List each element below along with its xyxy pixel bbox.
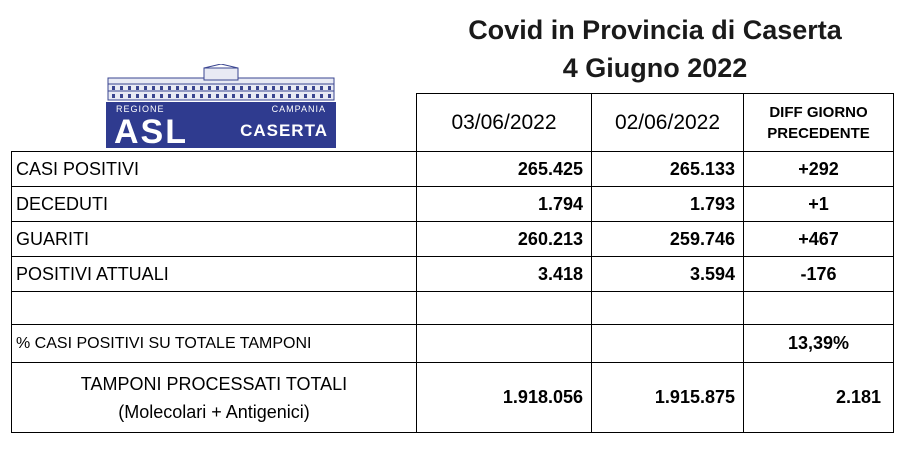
- cell-value: 3.594: [592, 257, 744, 292]
- cell-diff: +292: [744, 152, 894, 187]
- header-empty-cell: [12, 94, 417, 152]
- diff-header-line2: PRECEDENTE: [767, 124, 870, 142]
- page-title: Covid in Provincia di Caserta: [468, 15, 842, 45]
- cell-diff: 2.181: [744, 363, 894, 433]
- cell-diff: +1: [744, 187, 894, 222]
- logo-regione-text: REGIONE: [116, 104, 165, 114]
- diff-header-line1: DIFF GIORNO: [769, 103, 868, 121]
- column-header-diff: [744, 94, 894, 152]
- row-label-deceduti: DECEDUTI: [12, 187, 417, 222]
- cell-value: 1.794: [417, 187, 592, 222]
- empty-cell: [417, 292, 592, 325]
- table-row: [12, 257, 894, 292]
- logo-caserta-text: CASERTA: [240, 121, 328, 140]
- cell-value: 260.213: [417, 222, 592, 257]
- covid-data-table: [11, 93, 894, 433]
- column-header-date1: 03/06/2022: [417, 94, 592, 152]
- cell-value: 1.918.056: [417, 363, 592, 433]
- cell-diff: +467: [744, 222, 894, 257]
- cell-value: 265.133: [592, 152, 744, 187]
- empty-cell: [12, 292, 417, 325]
- tamponi-label-line2: (Molecolari + Antigenici): [118, 401, 310, 422]
- logo-asl-text: ASL: [114, 113, 188, 148]
- table-row: [12, 152, 894, 187]
- cell-value: 3.418: [417, 257, 592, 292]
- row-label-percent-positivi: % CASI POSITIVI SU TOTALE TAMPONI: [12, 325, 417, 363]
- row-label-tamponi: [12, 363, 417, 433]
- cell-value: 1.915.875: [592, 363, 744, 433]
- empty-row: [12, 292, 894, 325]
- cell-diff-percent: 13,39%: [744, 325, 894, 363]
- table-header-row: [12, 94, 894, 152]
- page-date: 4 Giugno 2022: [562, 53, 748, 83]
- row-label-positivi-attuali: POSITIVI ATTUALI: [12, 257, 417, 292]
- empty-cell: [592, 292, 744, 325]
- table-row: [12, 222, 894, 257]
- row-label-casi-positivi: CASI POSITIVI: [12, 152, 417, 187]
- table-row: [12, 187, 894, 222]
- tamponi-label-line1: TAMPONI PROCESSATI TOTALI: [80, 373, 348, 394]
- cell-value: 1.793: [592, 187, 744, 222]
- empty-cell: [744, 292, 894, 325]
- row-label-guariti: GUARITI: [12, 222, 417, 257]
- table-row: [12, 363, 894, 433]
- empty-cell: [592, 325, 744, 363]
- logo-campania-text: CAMPANIA: [271, 104, 326, 114]
- table-row: [12, 325, 894, 363]
- column-header-date2: 02/06/2022: [592, 94, 744, 152]
- cell-value: 259.746: [592, 222, 744, 257]
- empty-cell: [417, 325, 592, 363]
- cell-diff: -176: [744, 257, 894, 292]
- cell-value: 265.425: [417, 152, 592, 187]
